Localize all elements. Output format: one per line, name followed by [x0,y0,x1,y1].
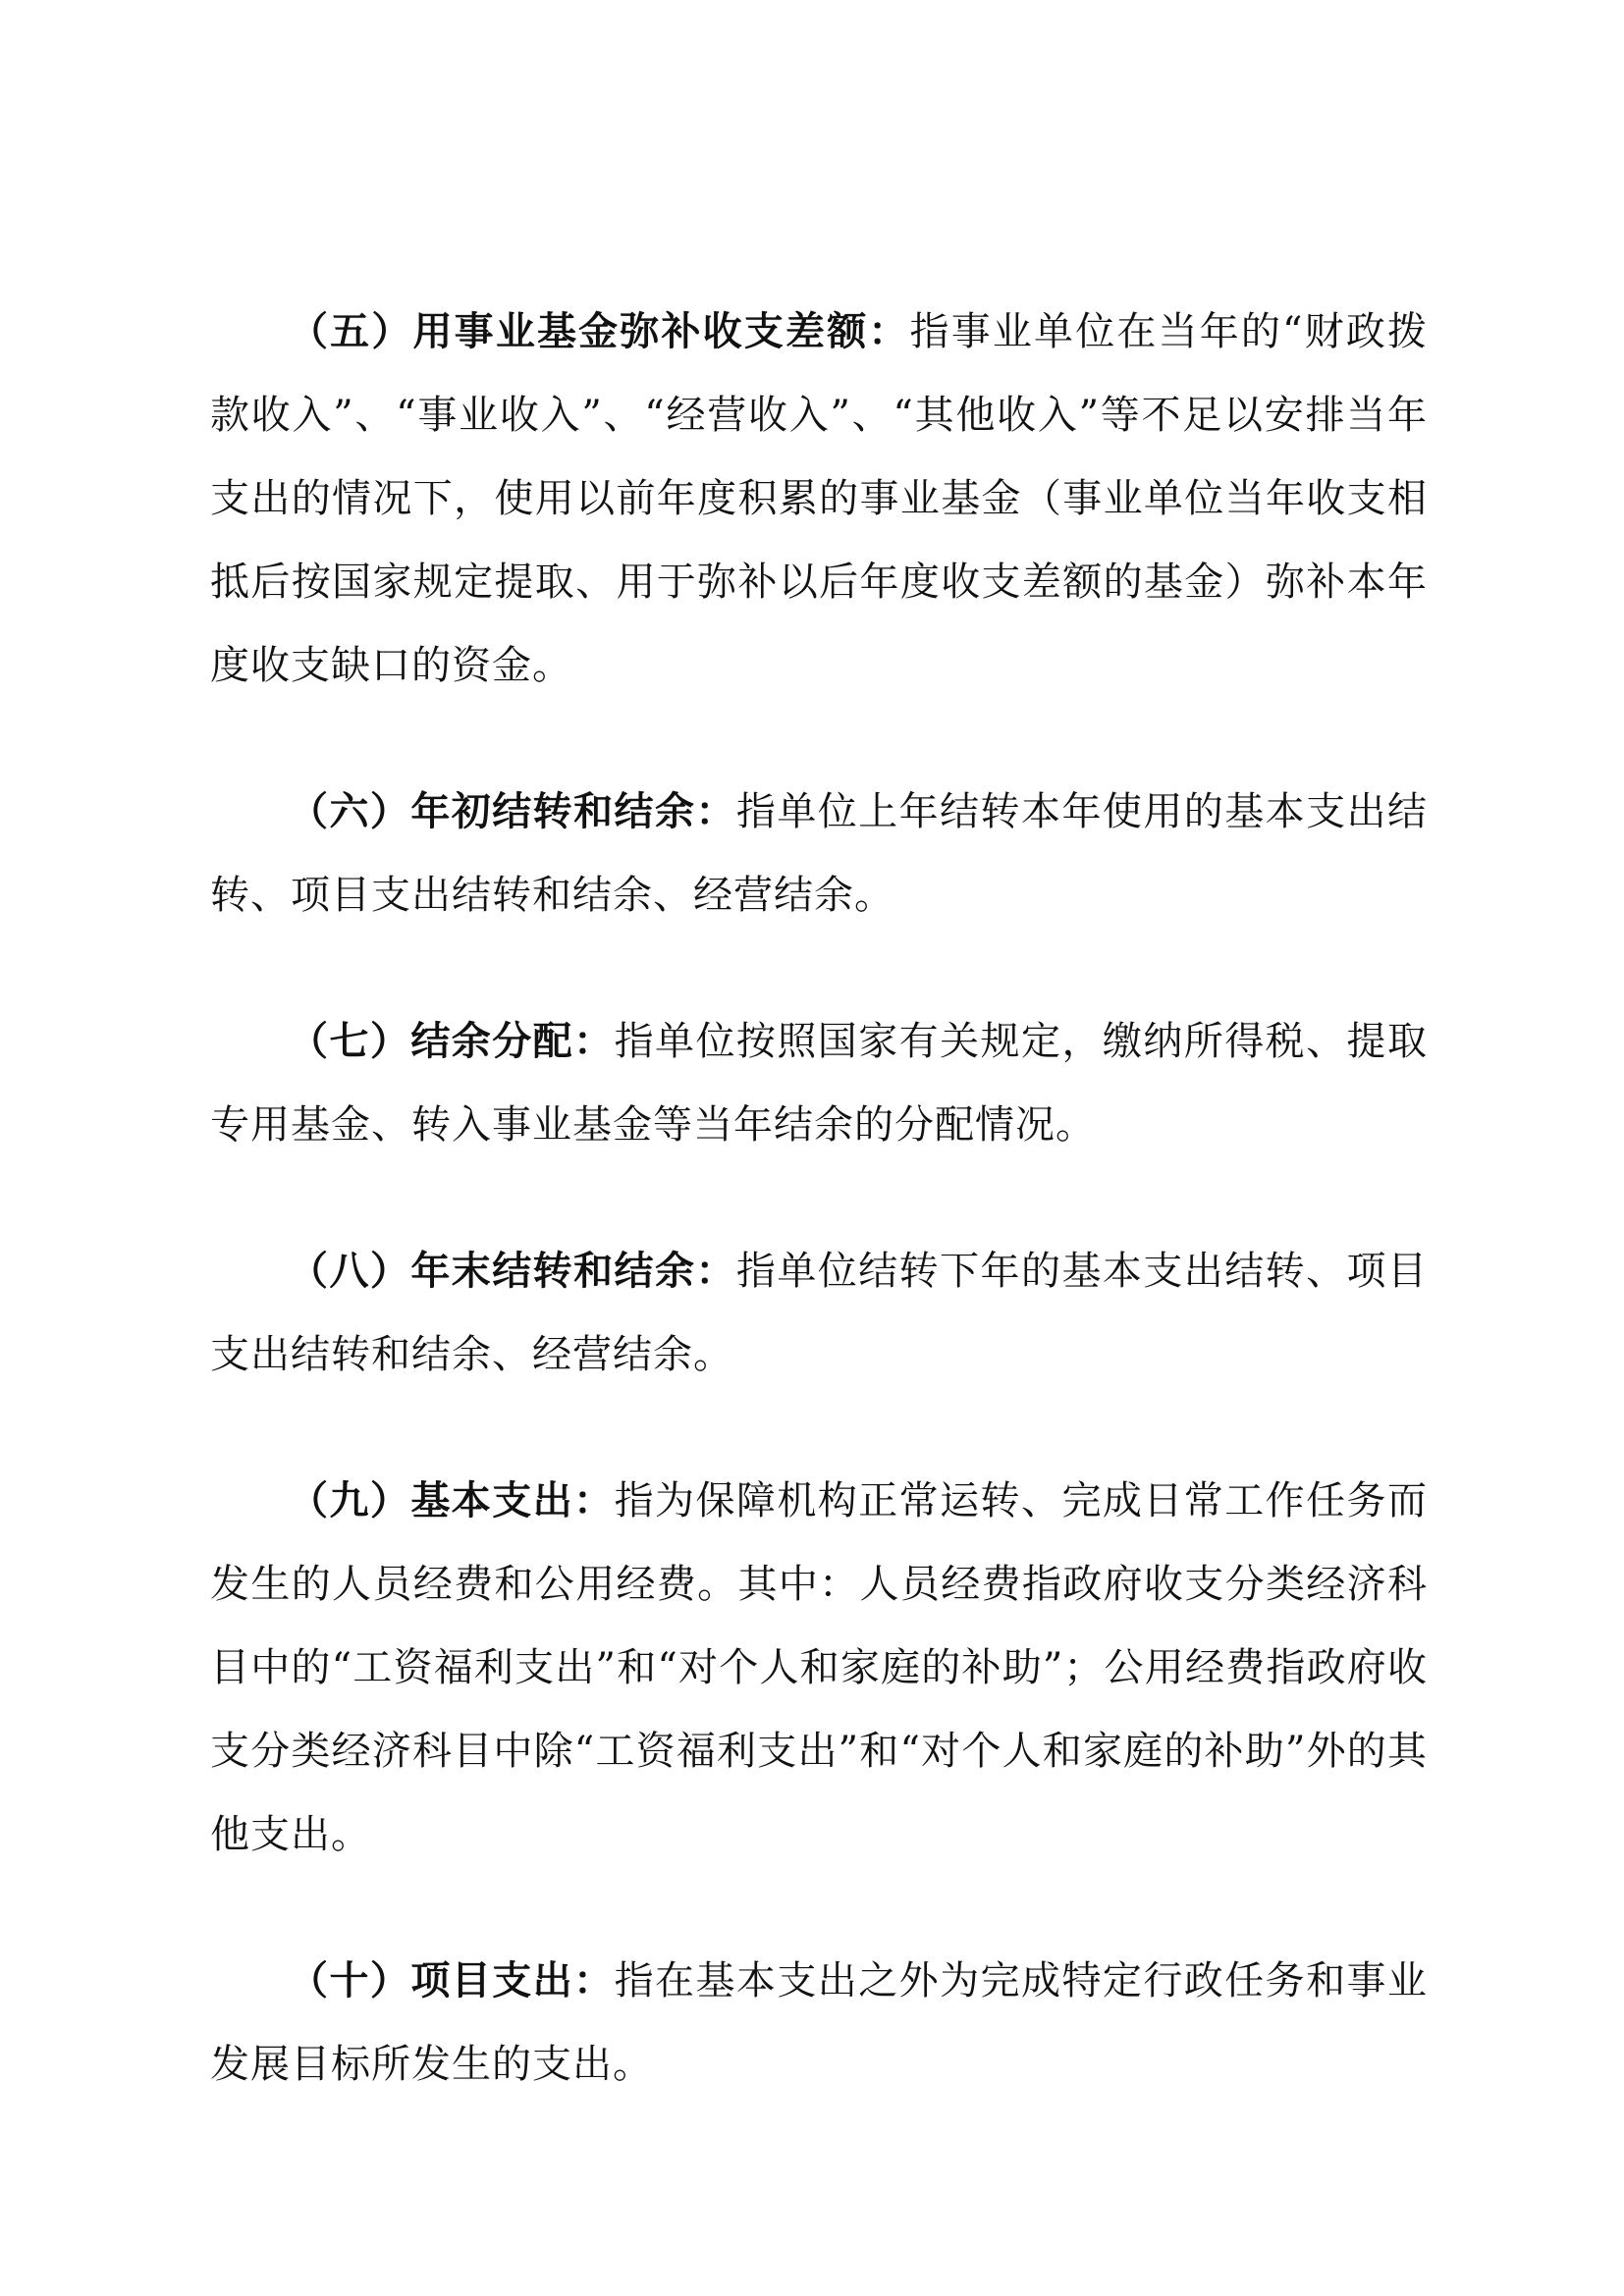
definition-term: （七）结余分配： [289,1019,615,1064]
definition-term: （九）基本支出： [289,1478,615,1523]
definition-paragraph-6 [210,771,1428,937]
definition-paragraph-10 [210,1940,1428,2107]
definition-term: （十）项目支出： [289,1958,615,2003]
document-page [210,291,1428,2169]
definition-text: 指单位上年结转本年使用的基本支出结转、项目支出结转和结余、经营结余。 [210,789,1429,918]
definition-term: （六）年初结转和结余： [289,789,736,834]
definition-text: 指事业单位在当年的“财政拨款收入”、“事业收入”、“经营收入”、“其他收入”等不足以安排当年支出的情况下，使用以前年度积累的事业基金（事业单位当年收支相抵后按国家规定提取、用于弥补以后年度收支差额的基金）弥补本年度收支缺口的资金。 [210,309,1429,688]
definition-term: （五）用事业基金弥补收支差额： [289,309,910,354]
definition-text: 指为保障机构正常运转、完成日常工作任务而发生的人员经费和公用经费。其中：人员经费指政府收支分类经济科目中的“工资福利支出”和“对个人和家庭的补助”；公用经费指政府收支分类经济科目中除“工资福利支出”和“对个人和家庭的补助”外的其他支出。 [210,1478,1429,1857]
definition-term: （八）年末结转和结余： [289,1249,736,1294]
definition-paragraph-5 [210,291,1428,708]
definition-paragraph-7 [210,1000,1428,1167]
definition-text: 指在基本支出之外为完成特定行政任务和事业发展目标所发生的支出。 [210,1958,1429,2087]
definition-text: 指单位按照国家有关规定，缴纳所得税、提取专用基金、转入事业基金等当年结余的分配情况。 [210,1019,1429,1148]
definition-paragraph-9 [210,1460,1428,1877]
definition-paragraph-8 [210,1230,1428,1397]
definition-text: 指单位结转下年的基本支出结转、项目支出结转和结余、经营结余。 [210,1249,1429,1377]
